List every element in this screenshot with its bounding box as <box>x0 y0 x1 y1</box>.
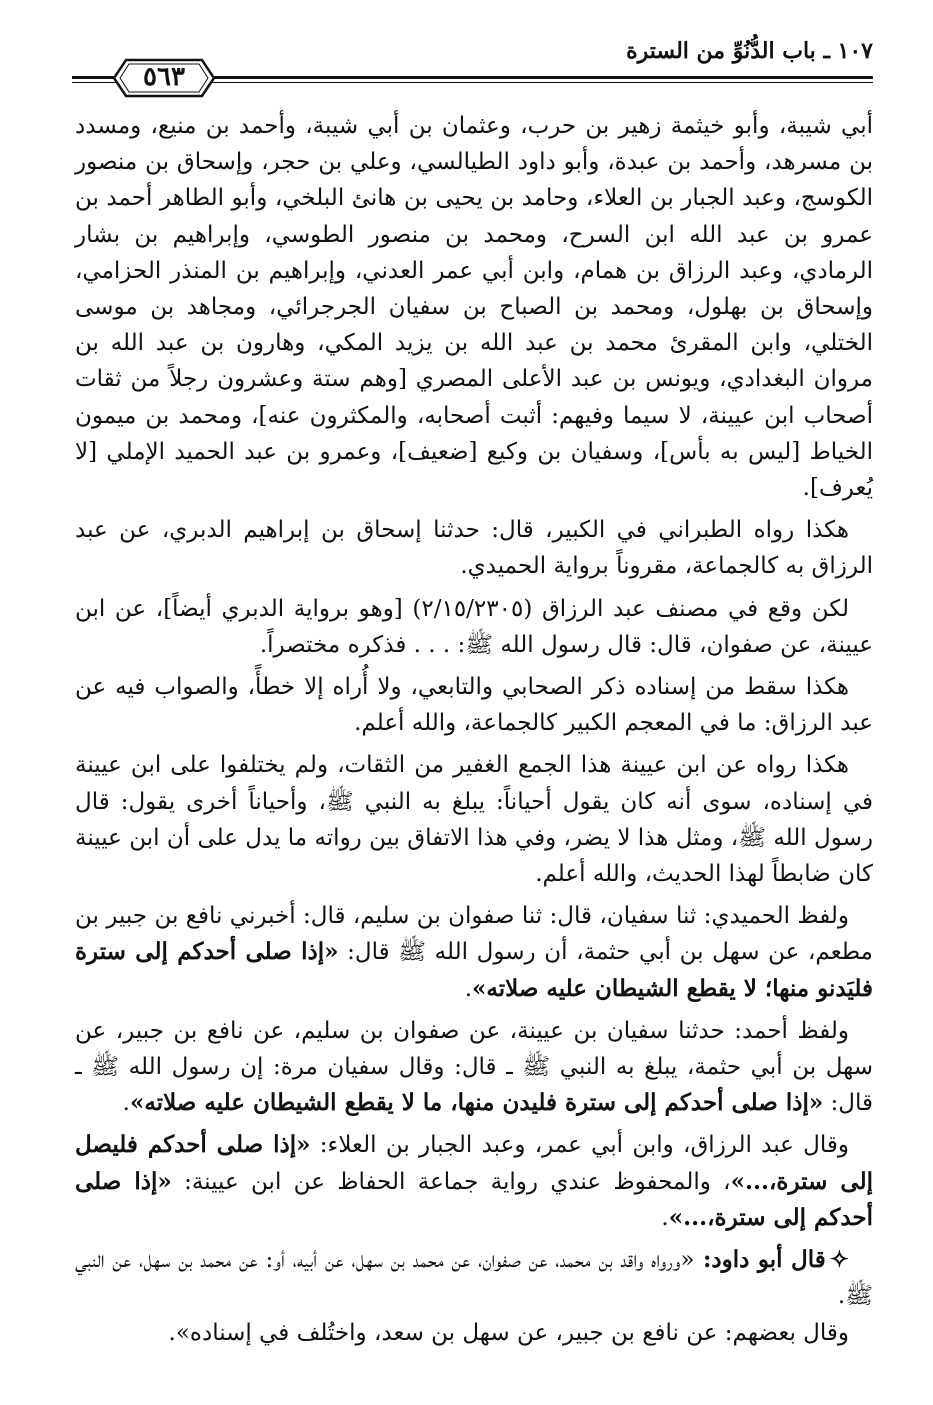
paragraph-text: هكذا رواه عن ابن عيينة هذا الجمع الغفير من الثقات، ولم يختلفوا على ابن عيينة في إسناده، سوى أنه كان يقول أحياناً: يبلغ به النبي ﷺ، وأحياناً أخرى يقول: قال رسول الله ﷺ، ومثل هذا لا يضر، وفي هذا الاتفاق بين رواته ما يدل على أن ابن عيينة كان ضابطاً لهذا الحديث، والله أعلم. <box>75 752 873 888</box>
speaker-label: قال أبو داود: <box>694 1246 826 1274</box>
hadith-quote: «إذا صلى أحدكم إلى سترة،...» <box>75 1167 873 1231</box>
page-number: ٥٦٣ <box>143 62 185 92</box>
paragraph-text: . <box>122 1090 130 1117</box>
paragraph-text: ولفظ أحمد: حدثنا سفيان بن عيينة، عن صفوان بن سليم، عن نافع بن جبير، عن سهل بن أبي حثمة، يبلغ به النبي ﷺ ـ قال: وقال سفيان مرة: إن رسول الله ﷺ ـ قال: <box>75 1017 873 1117</box>
paragraph-text: ولفظ الحميدي: ثنا سفيان، قال: ثنا صفوان بن سليم، قال: أخبرني نافع بن جبير بن مطعم، عن سهل بن أبي حثمة، أن رسول الله ﷺ قال: <box>75 903 873 966</box>
paragraph <box>75 1013 873 1122</box>
hadith-quote: «إذا صلى أحدكم إلى سترة فليَدنو منها؛ لا يقطع الشيطان عليه صلاته» <box>75 938 873 1002</box>
paragraph <box>75 898 873 1007</box>
paragraph-text: . <box>464 975 473 1002</box>
paragraph-text: ، والمحفوظ عندي رواية جماعة الحفاظ عن ابن عيينة: <box>171 1168 731 1195</box>
paragraph-text: وقال بعضهم: عن نافع بن جبير، عن سهل بن سعد، واختُلف في إسناده» <box>175 1319 849 1346</box>
paragraph-text: هكذا سقط من إسناده ذكر الصحابي والتابعي، ولا أُراه إلا خطأً، والصواب فيه عن عبد الرزاق: ما في المعجم الكبير كالجماعة، والله أعلم. <box>75 674 873 737</box>
hadith-quote: «إذا صلى أحدكم إلى سترة فليدن منها، ما لا يقطع الشيطان عليه صلاته» <box>129 1089 824 1117</box>
paragraph-text: لكن وقع في مصنف عبد الرزاق (٢/١٥/٢٣٠٥) [وهو برواية الدبري أيضاً]، عن ابن عيينة، عن صفوان، قال: قال رسول الله ﷺ: . . . فذكره مختصراً. <box>75 595 873 658</box>
paragraph <box>75 747 873 892</box>
paragraph-text: «ورواه واقد بن محمد، عن صفوان، عن محمد بن سهل، عن أبيه، أو: عن محمد بن سهل، عن النبي ﷺ. <box>75 1247 873 1310</box>
page-number-frame <box>110 54 218 102</box>
hadith-quote: «إذا صلى أحدكم فليصل إلى سترة،...» <box>75 1131 873 1195</box>
paragraph-text: هكذا رواه الطبراني في الكبير، قال: حدثنا إسحاق بن إبراهيم الدبري، عن عبد الرزاق به كالجماعة، مقروناً برواية الحميدي. <box>75 517 873 580</box>
paragraph <box>75 1127 873 1236</box>
paragraph <box>75 1315 873 1351</box>
chapter-title: ١٠٧ ـ باب الدُّنُوِّ من السترة <box>626 38 873 64</box>
paragraph-text: . <box>168 1319 176 1346</box>
paragraph <box>75 591 873 663</box>
page-header <box>72 30 873 102</box>
paragraph-text: أبي شيبة، وأبو خيثمة زهير بن حرب، وعثمان بن أبي شيبة، وأحمد بن منيع، ومسدد بن مسرهد، وأحمد بن عبدة، وأبو داود الطيالسي، وعلي بن حجر، وإسحاق بن منصور الكوسج، وعبد الجبار بن العلاء، وحامد بن يحيى بن هانئ البلخي، وأبو الطاهر أحمد بن عمرو بن عبد الله ابن السرح، ومحمد بن منصور الطوسي، وإبراهيم بن بشار الرمادي، وعبد الرزاق بن همام، وابن أبي عمر العدني، وإبراهيم بن المنذر الحزامي، وإسحاق بن بهلول، ومحمد بن الصباح بن سفيان الجرجرائي، ومجاهد بن موسى الختلي، وابن المقرئ محمد بن عبد الله بن يزيد المكي، وهارون بن عبد الله بن مروان البغدادي، ويونس بن عبد الأعلى المصري [وهم ستة وعشرون رجلاً من ثقات أصحاب ابن عيينة، لا سيما وفيهم: أثبت أصحابه، والمكثرون عنه]، ومحمد بن ميمون الخياط [ليس به بأس]، وسفيان بن وكيع [ضعيف]، وعمرو بن عبد الحميد الإملي [لا يُعرف]. <box>75 113 874 502</box>
paragraph <box>75 1242 873 1314</box>
paragraph <box>75 512 873 584</box>
paragraph-text: . <box>661 1204 669 1231</box>
paragraph <box>75 669 873 741</box>
section-marker-icon: ✧ <box>829 1246 849 1274</box>
paragraph <box>75 108 873 506</box>
main-text <box>75 108 873 1351</box>
paragraph-text: وقال عبد الرزاق، وابن أبي عمر، وعبد الجبار بن العلاء: <box>310 1132 849 1159</box>
